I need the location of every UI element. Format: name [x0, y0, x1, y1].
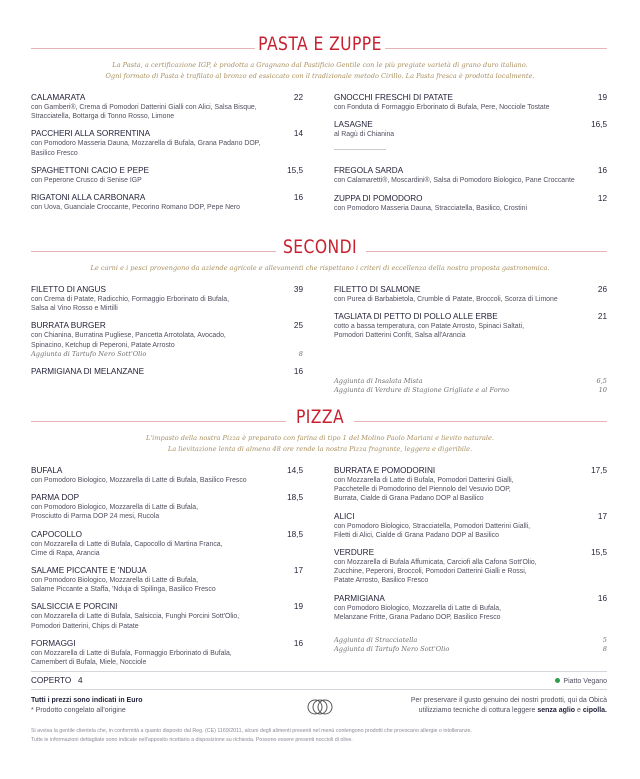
menu-item-description: con Pomodoro Masseria Dauna, Stracciatella, Basilico, Crostini — [334, 204, 528, 212]
menu-item-name: CAPOCOLLO — [31, 529, 82, 539]
menu-item-description: con Gamberi®, Crema di Pomodori Datterini Gialli con Alici, Salsa Bisque, Stracciatella, Bottarga di Tonno Rosso, Limone — [31, 104, 257, 121]
menu-item — [334, 93, 607, 112]
menu-item-price: 26 — [597, 285, 607, 294]
menu-item-description: con Fonduta di Formaggio Erborinato di Bufala, Pere, Nocciole Tostate — [334, 104, 550, 111]
menu-item-price: 25 — [293, 321, 303, 331]
footer-top-divider — [31, 671, 607, 672]
addon-label: Aggiunta di Tartufo Nero Sott'Olio — [334, 645, 450, 653]
intro-line: Ogni formato di Pasta è trafilato al bronzo ed essiccato con il tradizionale metodo Cirillo. La Pasta fresca è prodotta localmente. — [105, 72, 535, 80]
menu-column-right — [334, 466, 607, 653]
menu-item-price: 16 — [293, 193, 303, 203]
menu-item-name: PARMA DOP — [31, 493, 80, 503]
menu-column-right — [334, 93, 607, 221]
menu-item-price: 16 — [293, 638, 303, 648]
menu-item-name: FILETTO DI ANGUS — [31, 285, 106, 294]
menu-item-name: RIGATONI ALLA CARBONARA — [31, 193, 146, 203]
cooking-note-line2: utilizziamo tecniche di cottura leggere — [418, 707, 538, 714]
menu-item-description: con Mozzarella di Latte di Bufala, Pomodori Datterini Gialli, Pacchetelle di Pomodorino del Piennolo del Vesuvio DOP, Burrata, Cialde di Grana Padano DOP al Basilico — [334, 477, 514, 503]
menu-item-price: 16,5 — [591, 120, 607, 130]
footer-bottom-divider — [31, 689, 607, 690]
cooking-note-no-garlic: senza aglio — [537, 707, 576, 714]
menu-item-header — [31, 93, 303, 103]
menu-item-header — [31, 166, 303, 176]
vegan-legend — [555, 677, 607, 687]
addon-price: 10 — [598, 386, 607, 394]
menu-item-price: 12 — [597, 193, 607, 203]
menu-item-description: al Ragù di Chianina — [334, 131, 395, 139]
addon-label: Aggiunta di Insalata Mista — [334, 377, 423, 385]
menu-item-price: 14,5 — [287, 466, 303, 475]
disclaimer-line1: Si avvisa la gentile clientela che, in conformità a quanto disposto dal Reg. (CE) 1169/2011, alcuni degli alimenti presenti nel menù contengono prodotti che provocano allergie o intolleranze. — [31, 728, 472, 734]
menu-item — [31, 321, 303, 358]
menu-item-description: con Pomodoro Biologico, Stracciatella, Pomodori Datterini Gialli, Filetti di Alici, Cialde di Grana Padano DOP al Basilico — [334, 522, 531, 539]
menu-item-name: PARMIGIANA — [334, 593, 385, 603]
menu-item-name: BUFALA — [31, 466, 63, 475]
menu-item-name: FORMAGGI — [31, 638, 76, 648]
addon-price: 5 — [602, 636, 607, 644]
menu-item-price: 16 — [597, 593, 607, 603]
menu-item-name: FILETTO DI SALMONE — [334, 285, 421, 294]
intro-line: L'impasto della nostra Pizza è preparato con farina di tipo 1 del Molino Paolo Mariani e lievito naturale. — [145, 434, 495, 442]
menu-item-price: 17 — [597, 511, 607, 521]
menu-item-price: 16 — [597, 166, 607, 176]
menu-item-name: CALAMARATA — [31, 93, 86, 102]
menu-item-name: PARMIGIANA DI MELANZANE — [31, 366, 145, 376]
menu-item-description: con Chianina, Burratina Pugliese, Pancetta Arrotolata, Avocado, Spinacino, Ketchup di Peperoni, Patate Arrosto — [31, 332, 226, 349]
menu-item — [31, 466, 303, 485]
menu-item-header — [334, 120, 607, 130]
menu-item-description: con Pomodoro Biologico, Mozzarella di Latte di Bufala, Basilico Fresco — [31, 477, 247, 484]
section-header — [0, 236, 640, 258]
menu-item-name: GNOCCHI FRESCHI DI PATATE — [334, 93, 454, 102]
section-pasta — [0, 33, 640, 212]
menu-item-price: 17,5 — [591, 466, 607, 475]
section-intro — [0, 60, 640, 82]
menu-item-description: con Calamaretti®, Moscardini®, Salsa di Pomodoro Biologico, Pane Croccante — [334, 177, 575, 185]
obica-logo-icon — [305, 698, 335, 721]
section-intro — [0, 433, 640, 455]
intro-line: Le carni e i pesci provengono da aziende agricole e allevamenti che rispettano i criteri di eccellenza della nostra proposta gastronomica. — [90, 264, 550, 272]
menu-item-name: BURRATA E POMODORINI — [334, 466, 436, 475]
menu-item-header — [334, 194, 607, 204]
section-addons — [334, 636, 607, 654]
menu-item-description: con Crema di Patate, Radicchio, Formaggio Erborinato di Bufala, Salsa al Vino Rosso e Mirtilli — [31, 296, 230, 313]
section-title: SECONDI — [282, 236, 357, 258]
menu-item-name: SPAGHETTONI CACIO E PEPE — [31, 165, 149, 175]
menu-item — [31, 530, 303, 558]
addon-price: 8 — [298, 349, 303, 358]
menu-item-header — [31, 367, 303, 377]
section-intro — [0, 263, 640, 274]
section-header — [0, 406, 640, 428]
coperto — [31, 676, 83, 686]
menu-item-price: 15,5 — [591, 548, 607, 558]
menu-item-name: LASAGNE — [334, 120, 373, 130]
menu-item-price: 21 — [597, 312, 607, 322]
menu-item-price: 14 — [293, 129, 303, 139]
menu-item-name: FREGOLA SARDA — [334, 166, 404, 176]
menu-column-left — [31, 466, 303, 675]
menu-item-name: ZUPPA DI POMODORO — [334, 193, 423, 203]
addon-label: Aggiunta di Tartufo Nero Sott'Olio — [31, 349, 147, 358]
cooking-note — [411, 696, 607, 716]
section-pizza — [0, 406, 640, 667]
menu-item — [31, 193, 303, 212]
menu-item-header — [31, 321, 303, 331]
menu-item-description: con Mozzarella di Bufala Affumicata, Carciofi alla Cafona Sott'Olio, Zucchine, Peperoni, Broccoli, Pomodori Datterini Gialli e Rossi, Patate Arrosto, Basilico Fresco — [334, 559, 537, 585]
menu-item-price: 17 — [293, 566, 303, 576]
menu-item-description: con Purea di Barbabietola, Crumble di Patate, Broccoli, Scorza di Limone — [334, 296, 558, 303]
menu-item-header — [31, 466, 303, 476]
menu-item-header — [334, 312, 607, 322]
section-addons — [334, 377, 607, 395]
menu-item-header — [334, 512, 607, 522]
menu-item-header — [31, 639, 303, 649]
menu-item-price: 18,5 — [287, 493, 303, 503]
menu-item — [31, 639, 303, 667]
menu-item-header — [334, 548, 607, 558]
menu-item-price: 15,5 — [287, 165, 303, 175]
menu-column-right — [334, 285, 607, 394]
menu-item-name: PACCHERI ALLA SORRENTINA — [31, 129, 151, 139]
menu-item-description: con Pomodoro Biologico, Mozzarella di Latte di Bufala, Salame Piccante a Staffa, 'Nduja di Spilinga, Basilico Fresco — [31, 577, 216, 594]
menu-item — [31, 166, 303, 185]
intro-line: La Pasta, a certificazione IGP, è prodotta a Gragnano dal Pastificio Gentile con le più pregiate varietà di grano duro italiano. — [112, 61, 528, 69]
menu-item-name: BURRATA BURGER — [31, 321, 106, 331]
addon-label: Aggiunta di Verdure di Stagione Grigliate e al Forno — [334, 386, 510, 394]
menu-item-header — [31, 602, 303, 612]
menu-column-left — [31, 285, 303, 385]
addon-row — [31, 350, 303, 359]
menu-item — [31, 367, 303, 377]
coperto-label: COPERTO — [31, 676, 72, 685]
menu-item-description: con Pomodoro Biologico, Mozzarella di Latte di Bufala, Prosciutto di Parma DOP 24 mesi, Rucola — [31, 504, 199, 521]
section-title: PASTA E ZUPPE — [258, 33, 382, 55]
addon-row — [334, 645, 607, 654]
vegan-label: Piatto Vegano — [563, 678, 607, 685]
addon-label: Aggiunta di Stracciatella — [334, 636, 418, 644]
prices-note: Tutti i prezzi sono indicati in Euro — [31, 697, 143, 704]
menu-item-price: 19 — [597, 93, 607, 102]
menu-item-header — [334, 466, 607, 476]
menu-item-description: con Pomodoro Biologico, Mozzarella di Latte di Bufala, Melanzane Fritte, Grana Padano DOP, Basilico Fresco — [334, 604, 502, 621]
allergen-disclaimer — [31, 727, 472, 745]
menu-item-header — [31, 129, 303, 139]
menu-item-header — [334, 93, 607, 103]
menu-item — [31, 493, 303, 521]
menu-column-left — [31, 93, 303, 220]
menu-item — [31, 602, 303, 630]
frozen-note: * Prodotto congelato all'origine — [31, 707, 126, 714]
menu-item-name: ALICI — [334, 511, 355, 521]
menu-item-price: 22 — [293, 93, 303, 102]
menu-item-name: SALAME PICCANTE E 'NDUJA — [31, 566, 147, 576]
menu-item-name: SALSICCIA E PORCINI — [31, 602, 118, 612]
menu-item-price: 16 — [293, 366, 303, 376]
menu-item — [334, 594, 607, 622]
menu-item-name: TAGLIATA DI PETTO DI POLLO ALLE ERBE — [334, 312, 498, 322]
menu-item — [334, 194, 607, 213]
item-separator — [334, 149, 386, 150]
menu-item — [334, 166, 607, 185]
disclaimer-line2: Tutte le informazioni dettagliate sono indicate nell'apposito ricettario a disposizione su richiesta. Possono essere presenti noccioli di olive. — [31, 737, 353, 743]
menu-item — [31, 285, 303, 313]
menu-item — [334, 312, 607, 340]
menu-item-header — [334, 285, 607, 295]
menu-item-header — [334, 166, 607, 176]
menu-item-header — [31, 285, 303, 295]
menu-item-description: cotto a bassa temperatura, con Patate Arrosto, Spinaci Saltati, Pomodori Datterini Confit, Salsa all'Arancia — [334, 323, 524, 340]
menu-item-name: VERDURE — [334, 548, 375, 558]
addon-price: 6,5 — [596, 377, 607, 385]
intro-line: La lievitazione lenta di almeno 48 ore rende la nostra Pizza fragrante, leggera e digeribile. — [167, 445, 473, 453]
menu-item-price: 19 — [293, 602, 303, 612]
menu-item-description: con Mozzarella di Latte di Bufala, Capocollo di Martina Franca, Cime di Rapa, Arancia — [31, 540, 223, 557]
menu-item-description: con Mozzarella di Latte di Bufala, Formaggio Erborinato di Bufala, Camembert di Bufala, Miele, Nocciole — [31, 649, 232, 667]
menu-item-description: con Peperone Crusco di Senise IGP — [31, 176, 142, 184]
menu-item — [334, 548, 607, 586]
menu-item — [31, 93, 303, 121]
menu-item-header — [31, 566, 303, 576]
addon-row — [334, 377, 607, 386]
vegan-dot-icon — [555, 678, 560, 683]
price-notes — [31, 696, 142, 716]
menu-item — [31, 566, 303, 594]
menu-item — [31, 129, 303, 157]
cooking-note-line1: Per preservare il gusto genuino dei nostri prodotti, qui da Obicà — [410, 697, 607, 704]
cooking-note-and: e — [575, 707, 583, 714]
addon-price: 8 — [602, 645, 607, 653]
section-secondi — [0, 236, 640, 394]
menu-item — [334, 512, 607, 540]
menu-item-description: con Uova, Guanciale Croccante, Pecorino Romano DOP, Pepe Nero — [31, 204, 240, 212]
addon-row — [334, 636, 607, 645]
menu-item-price: 18,5 — [287, 529, 303, 539]
menu-item-description: con Mozzarella di Latte di Bufala, Salsiccia, Funghi Porcini Sott'Olio, Pomodori Datterini, Chips di Patate — [31, 613, 240, 630]
cooking-note-no-onion: cipolla. — [582, 707, 607, 714]
menu-item-header — [31, 493, 303, 503]
menu-item — [334, 466, 607, 504]
menu-item-price: 39 — [293, 285, 303, 294]
menu-item-header — [334, 594, 607, 604]
section-title: PIZZA — [295, 406, 345, 428]
addon-row — [334, 386, 607, 395]
menu-item-description: con Pomodoro Masseria Dauna, Mozzarella di Bufala, Grana Padano DOP, Basilico Fresco — [31, 140, 261, 157]
menu-item — [334, 120, 607, 139]
menu-item-header — [31, 193, 303, 203]
menu-item-header — [31, 530, 303, 540]
menu-item — [334, 285, 607, 304]
coperto-price: 4 — [78, 676, 83, 685]
section-header — [0, 33, 640, 55]
